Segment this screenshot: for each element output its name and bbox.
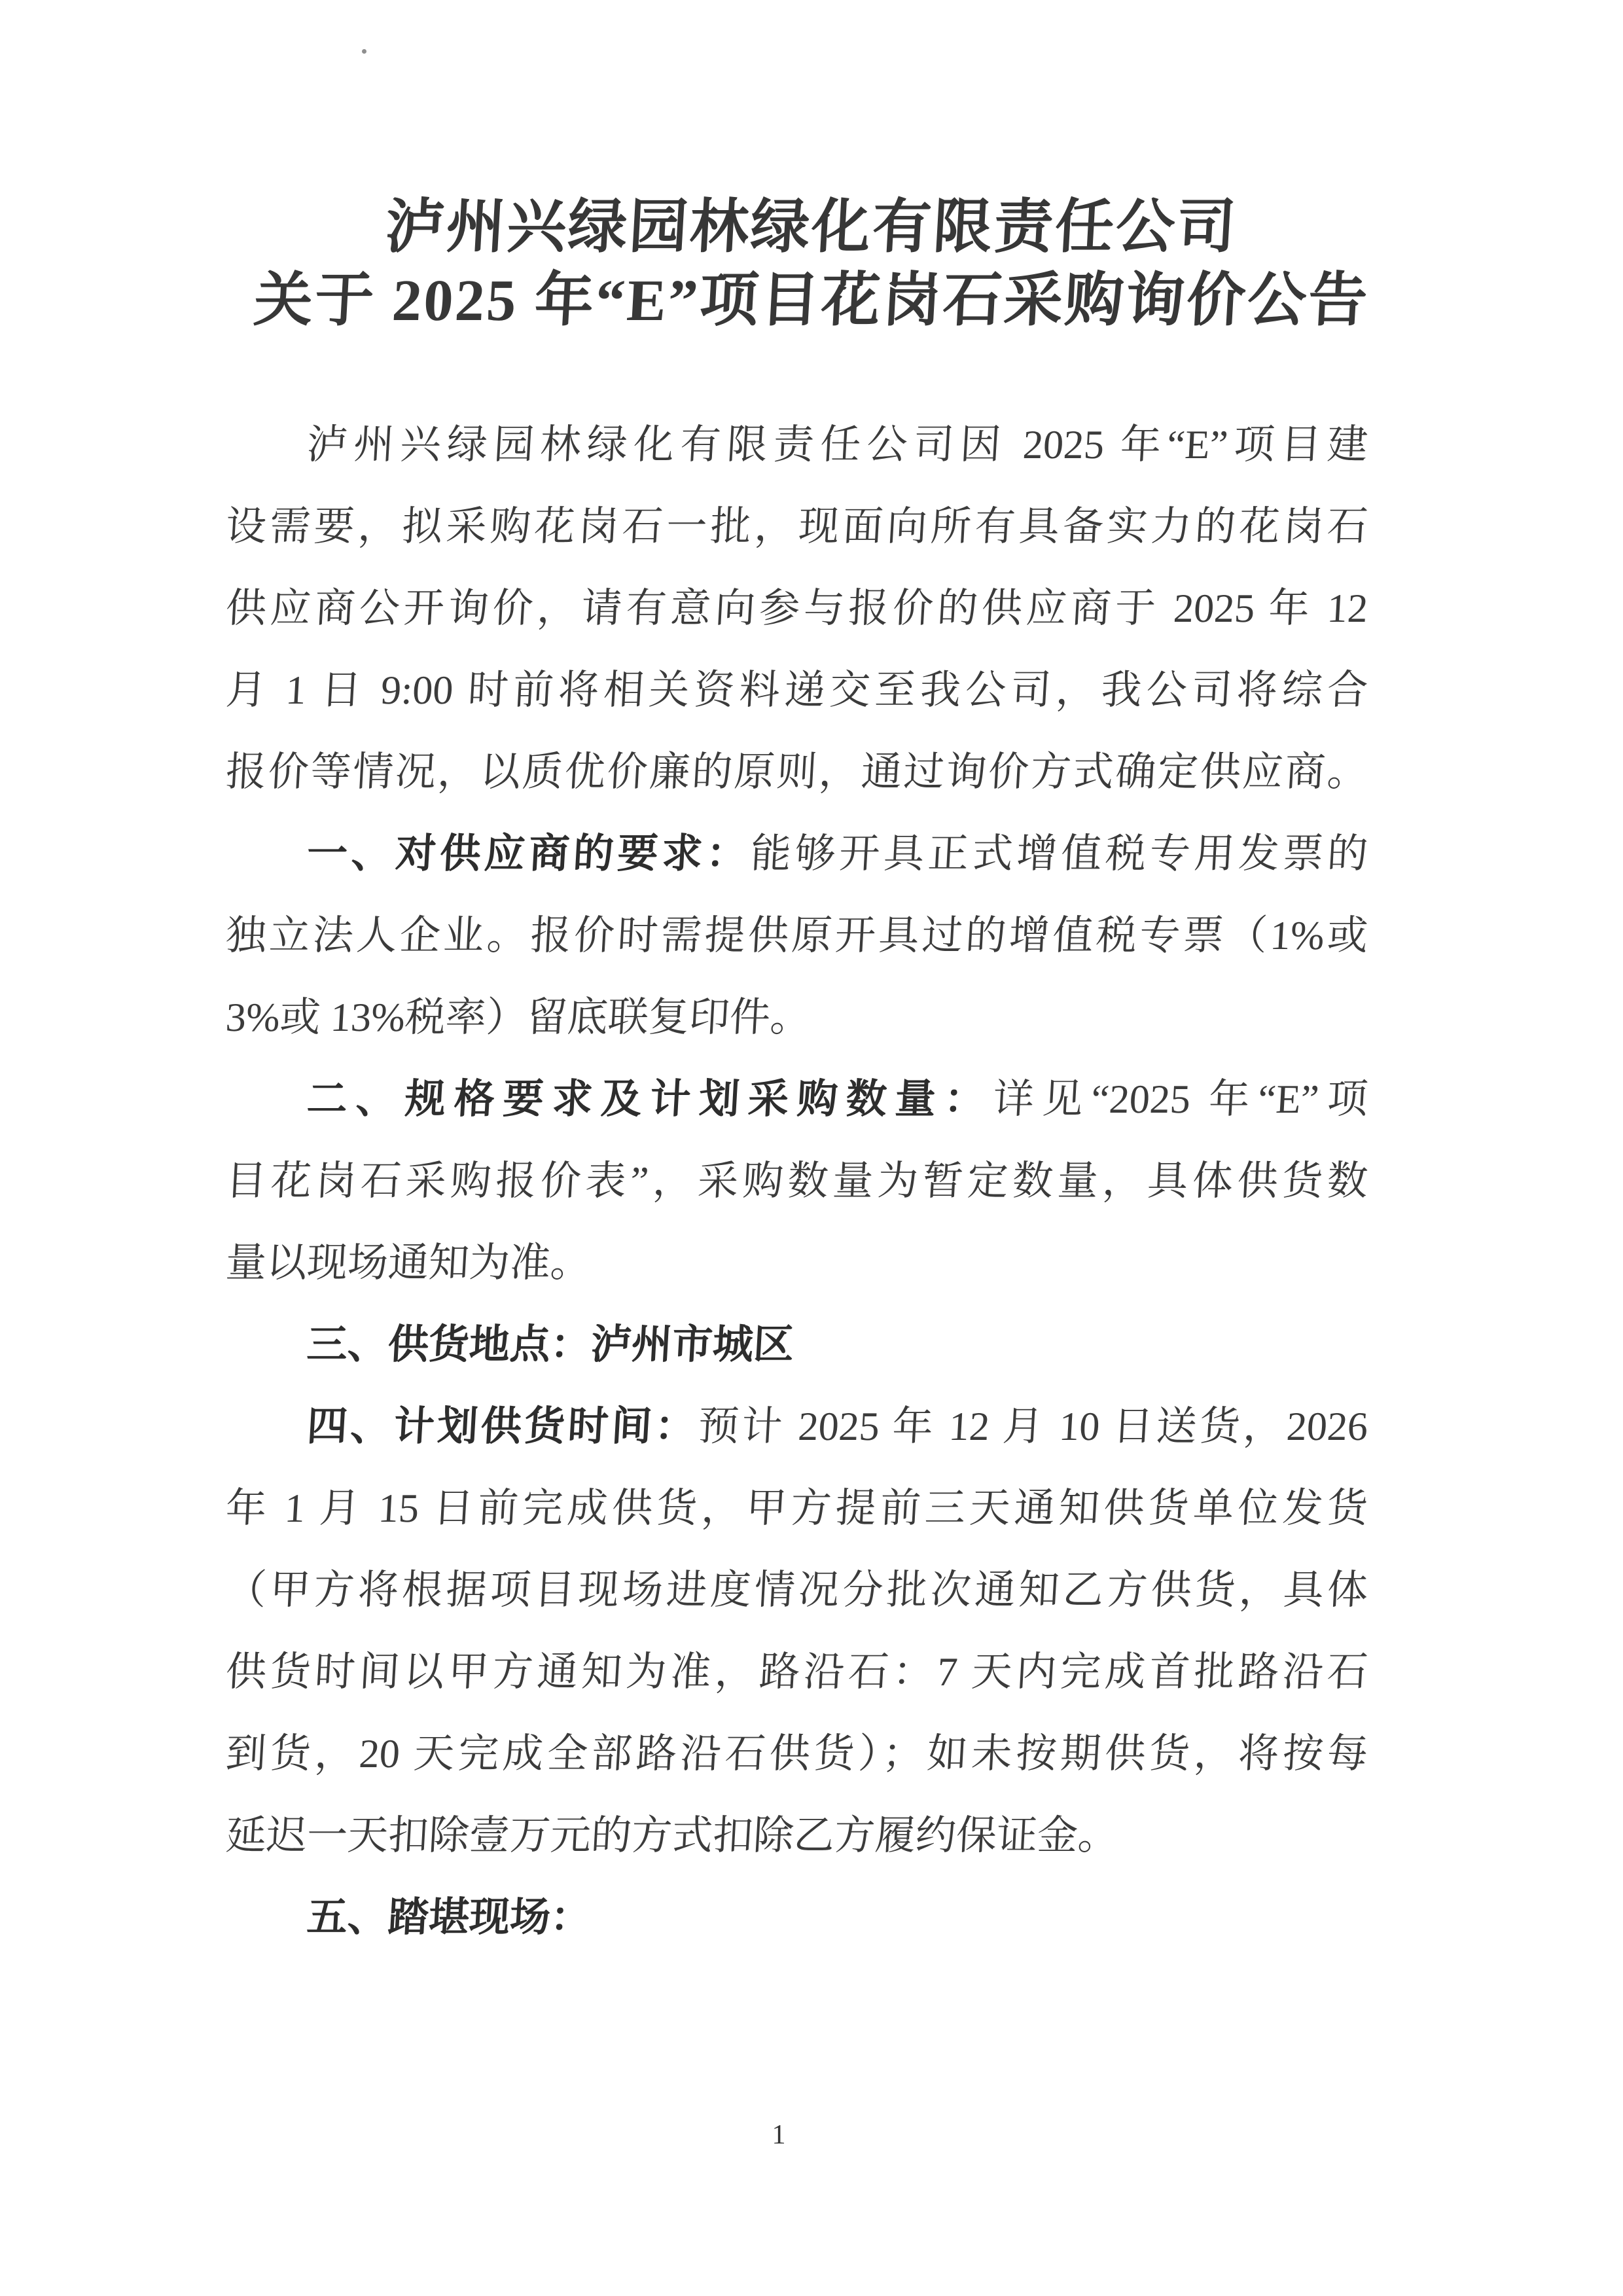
- body-line: [224, 650, 1370, 732]
- text-run: （甲方将根据项目现场进度情况分批次通知乙方供货，具体: [224, 1568, 1369, 1613]
- text-run: 报价等情况，以质优价廉的原则，通过询价方式确定供应商。: [224, 750, 1369, 795]
- section-heading-run: 五、踏堪现场：: [306, 1895, 592, 1940]
- body-line: [224, 732, 1370, 814]
- text-run: 详见“2025 年“E”项: [991, 1077, 1369, 1122]
- text-run: 到货，20 天完成全部路沿石供货）；如未按期供货，将按每: [224, 1732, 1369, 1776]
- body-line: [224, 568, 1370, 650]
- page-number: 1: [772, 2120, 786, 2150]
- body-line: [224, 1713, 1370, 1795]
- text-run: 能够开具正式增值税专用发票的: [749, 832, 1369, 876]
- body-line: [224, 1550, 1370, 1632]
- body-line: [224, 895, 1370, 977]
- body-line: [224, 1141, 1370, 1223]
- text-run: 3%或 13%税率）留底联复印件。: [224, 996, 812, 1040]
- body-line: [224, 1468, 1370, 1550]
- section-heading-run: 三、供货地点：泸州市城区: [306, 1323, 795, 1367]
- body-line: [224, 814, 1370, 895]
- body-line: [224, 977, 1370, 1059]
- text-run: 供应商公开询价，请有意向参与报价的供应商于 2025 年 12: [224, 586, 1369, 631]
- text-run: 供货时间以甲方通知为准，路沿石：7 天内完成首批路沿石: [224, 1650, 1369, 1695]
- document-body: [226, 404, 1368, 1959]
- text-run: 延迟一天扣除壹万元的方式扣除乙方履约保证金。: [224, 1814, 1120, 1858]
- text-run: 目花岗石采购报价表”，采购数量为暂定数量，具体供货数: [224, 1159, 1369, 1204]
- body-line: [224, 1795, 1370, 1877]
- document-title-line-1: 泸州兴绿园林绿化有限责任公司: [383, 195, 1240, 260]
- body-line: [224, 1059, 1370, 1141]
- body-line: [224, 1223, 1370, 1304]
- text-run: 量以现场通知为准。: [224, 1241, 592, 1285]
- document-title: [0, 191, 1623, 338]
- text-run: 独立法人企业。报价时需提供原开具过的增值税专票（1%或: [224, 914, 1369, 958]
- text-run: 泸州兴绿园林绿化有限责任公司因 2025 年“E”项目建: [306, 423, 1369, 467]
- document-title-line-2: 关于 2025 年“E”项目花岗石采购询价公告: [252, 268, 1371, 333]
- section-heading-run: 一、对供应商的要求：: [306, 832, 752, 876]
- section-heading-run: 四、计划供货时间：: [306, 1405, 700, 1449]
- text-run: 设需要，拟采购花岗石一批，现面向所有具备实力的花岗石: [224, 505, 1369, 549]
- text-run: 年 1 月 15 日前完成供货，甲方提前三天通知供货单位发货: [224, 1486, 1369, 1531]
- body-line: [224, 1304, 1370, 1386]
- body-line: [224, 404, 1370, 486]
- text-run: 月 1 日 9:00 时前将相关资料递交至我公司，我公司将综合: [224, 668, 1369, 713]
- body-line: [224, 486, 1370, 568]
- section-heading-run: 二、规格要求及计划采购数量：: [306, 1077, 995, 1122]
- text-run: 预计 2025 年 12 月 10 日送货，2026: [697, 1405, 1369, 1449]
- body-line: [224, 1632, 1370, 1713]
- body-line: [224, 1386, 1370, 1468]
- scan-speck: [362, 49, 366, 54]
- body-line: [224, 1877, 1370, 1959]
